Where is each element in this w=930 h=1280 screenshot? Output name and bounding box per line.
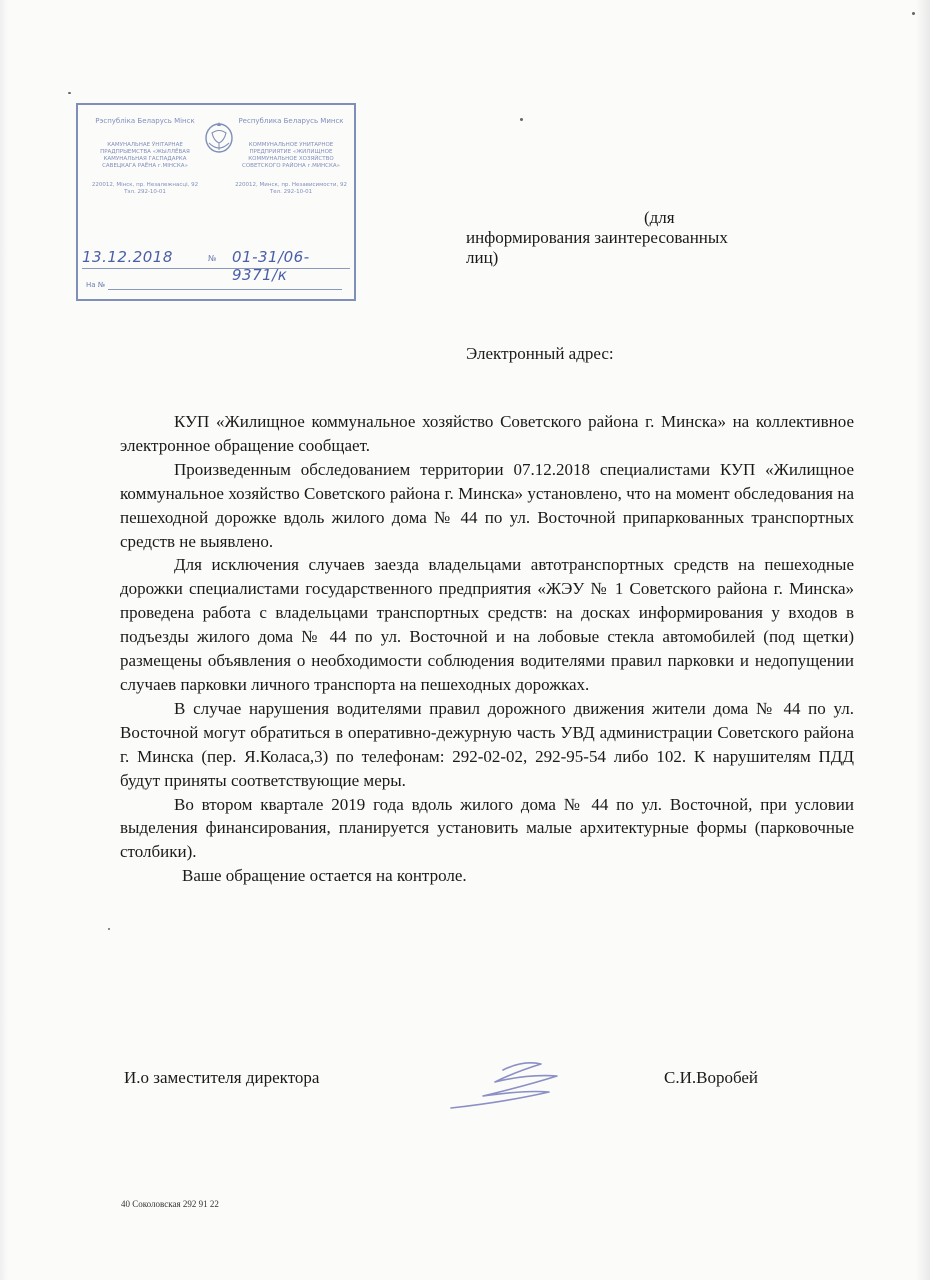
stamp-belarusian-side — [86, 117, 204, 196]
stamp-registration-line — [82, 248, 350, 284]
letter-body — [120, 410, 854, 888]
body-paragraph: Для исключения случаев заезда владельцами автотранспортных средств на пешеходные дорожки специалистами государственного предприятия «ЖЭУ № 1 Советского района г. Минска» проведена работа с владельцами транспортных средств: на досках информирования у входов в подъезды жилого дома № 44 по ул. Восточной и на лобовые стекла автомобилей (под щетки) размещены объявления о необходимости соблюдения водителями правил парковки и недопущении случаев парковки личного транспорта на пешеходных дорожках. — [120, 555, 854, 694]
body-paragraph: Ваше обращение остается на контроле. — [182, 866, 467, 886]
scan-speck — [912, 12, 915, 15]
stamp-right-address: 220012, Минск, пр. Независимости, 92 Тел. 292-10-01 — [235, 182, 347, 195]
scan-speck — [520, 118, 523, 121]
stamp-russian-side — [232, 117, 350, 196]
stamp-underline — [82, 268, 350, 269]
stamp-date: 13.12.2018 — [82, 248, 173, 266]
stamp-right-header: Республика Беларусь Минск — [238, 117, 344, 125]
stamp-reference-underline — [108, 289, 342, 290]
handwritten-signature — [445, 1056, 575, 1114]
executor-contact: 40 Соколовская 292 91 22 — [121, 1199, 219, 1209]
body-paragraph: В случае нарушения водителями правил дорожного движения жители дома № 44 по ул. Восточной могут обратиться в оперативно-дежурную часть УВД администрации Советского района г. Минска (пер. Я.Коласа,3) по телефонам: 292-02-02, 292-95-54 либо 102. К нарушителям ПДД будут приняты соответствующие меры. — [120, 698, 854, 790]
stamp-number: 01-31/06-9371/к — [232, 248, 310, 284]
stamp-left-header: Рэспубліка Беларусь Мінск — [95, 117, 195, 125]
scan-edge-left — [0, 0, 8, 1280]
scan-edge-right — [916, 0, 930, 1280]
stamp-right-org: КОММУНАЛЬНОЕ УНИТАРНОЕ ПРЕДПРИЯТИЕ «ЖИЛИЩНОЕ КОММУНАЛЬНОЕ ХОЗЯЙСТВО СОВЕТСКОГО РАЙОНА г.МИНСКА» — [242, 142, 340, 169]
email-address-label: Электронный адрес: — [466, 344, 614, 363]
recipient-line-3: лиц) — [466, 248, 499, 267]
signatory-name: С.И.Воробей — [664, 1068, 759, 1087]
stamp-number-prefix: № — [208, 254, 217, 263]
registration-stamp — [76, 103, 356, 301]
stamp-left-org: КАМУНАЛЬНАЕ ЎНІТАРНАЕ ПРАДПРЫЕМСТВА «ЖЫЛЛЁВАЯ КАМУНАЛЬНАЯ ГАСПАДАРКА САВЕЦКАГА РАЁНА г.МІНСКА» — [100, 142, 190, 169]
recipient-block — [466, 208, 826, 268]
body-paragraph: Во втором квартале 2019 года вдоль жилого дома № 44 по ул. Восточной, при условии выделения финансирования, планируется установить малые архитектурные формы (парковочные столбики). — [120, 794, 854, 862]
state-emblem-icon — [203, 119, 235, 155]
body-paragraph: Произведенным обследованием территории 07.12.2018 специалистами КУП «Жилищное коммунальное хозяйство Советского района г. Минска» установлено, что на момент обследования на пешеходной дорожке вдоль жилого дома № 44 по ул. Восточной припаркованных транспортных средств не выявлено. — [120, 459, 854, 551]
stamp-left-address: 220012, Мінск, пр. Незалежнасці, 92 Тэл. 292-10-01 — [91, 182, 199, 195]
signatory-title: И.о заместителя директора — [124, 1068, 320, 1087]
body-paragraph: КУП «Жилищное коммунальное хозяйство Советского района г. Минска» на коллективное электронное обращение сообщает. — [120, 412, 854, 455]
scan-speck — [68, 92, 71, 94]
scan-speck — [108, 928, 110, 930]
stamp-reference-label: На № — [86, 281, 106, 289]
recipient-line-1: (для — [644, 208, 675, 227]
recipient-line-2: информирования заинтересованных — [466, 228, 728, 247]
stamp-reference-line — [86, 283, 346, 293]
